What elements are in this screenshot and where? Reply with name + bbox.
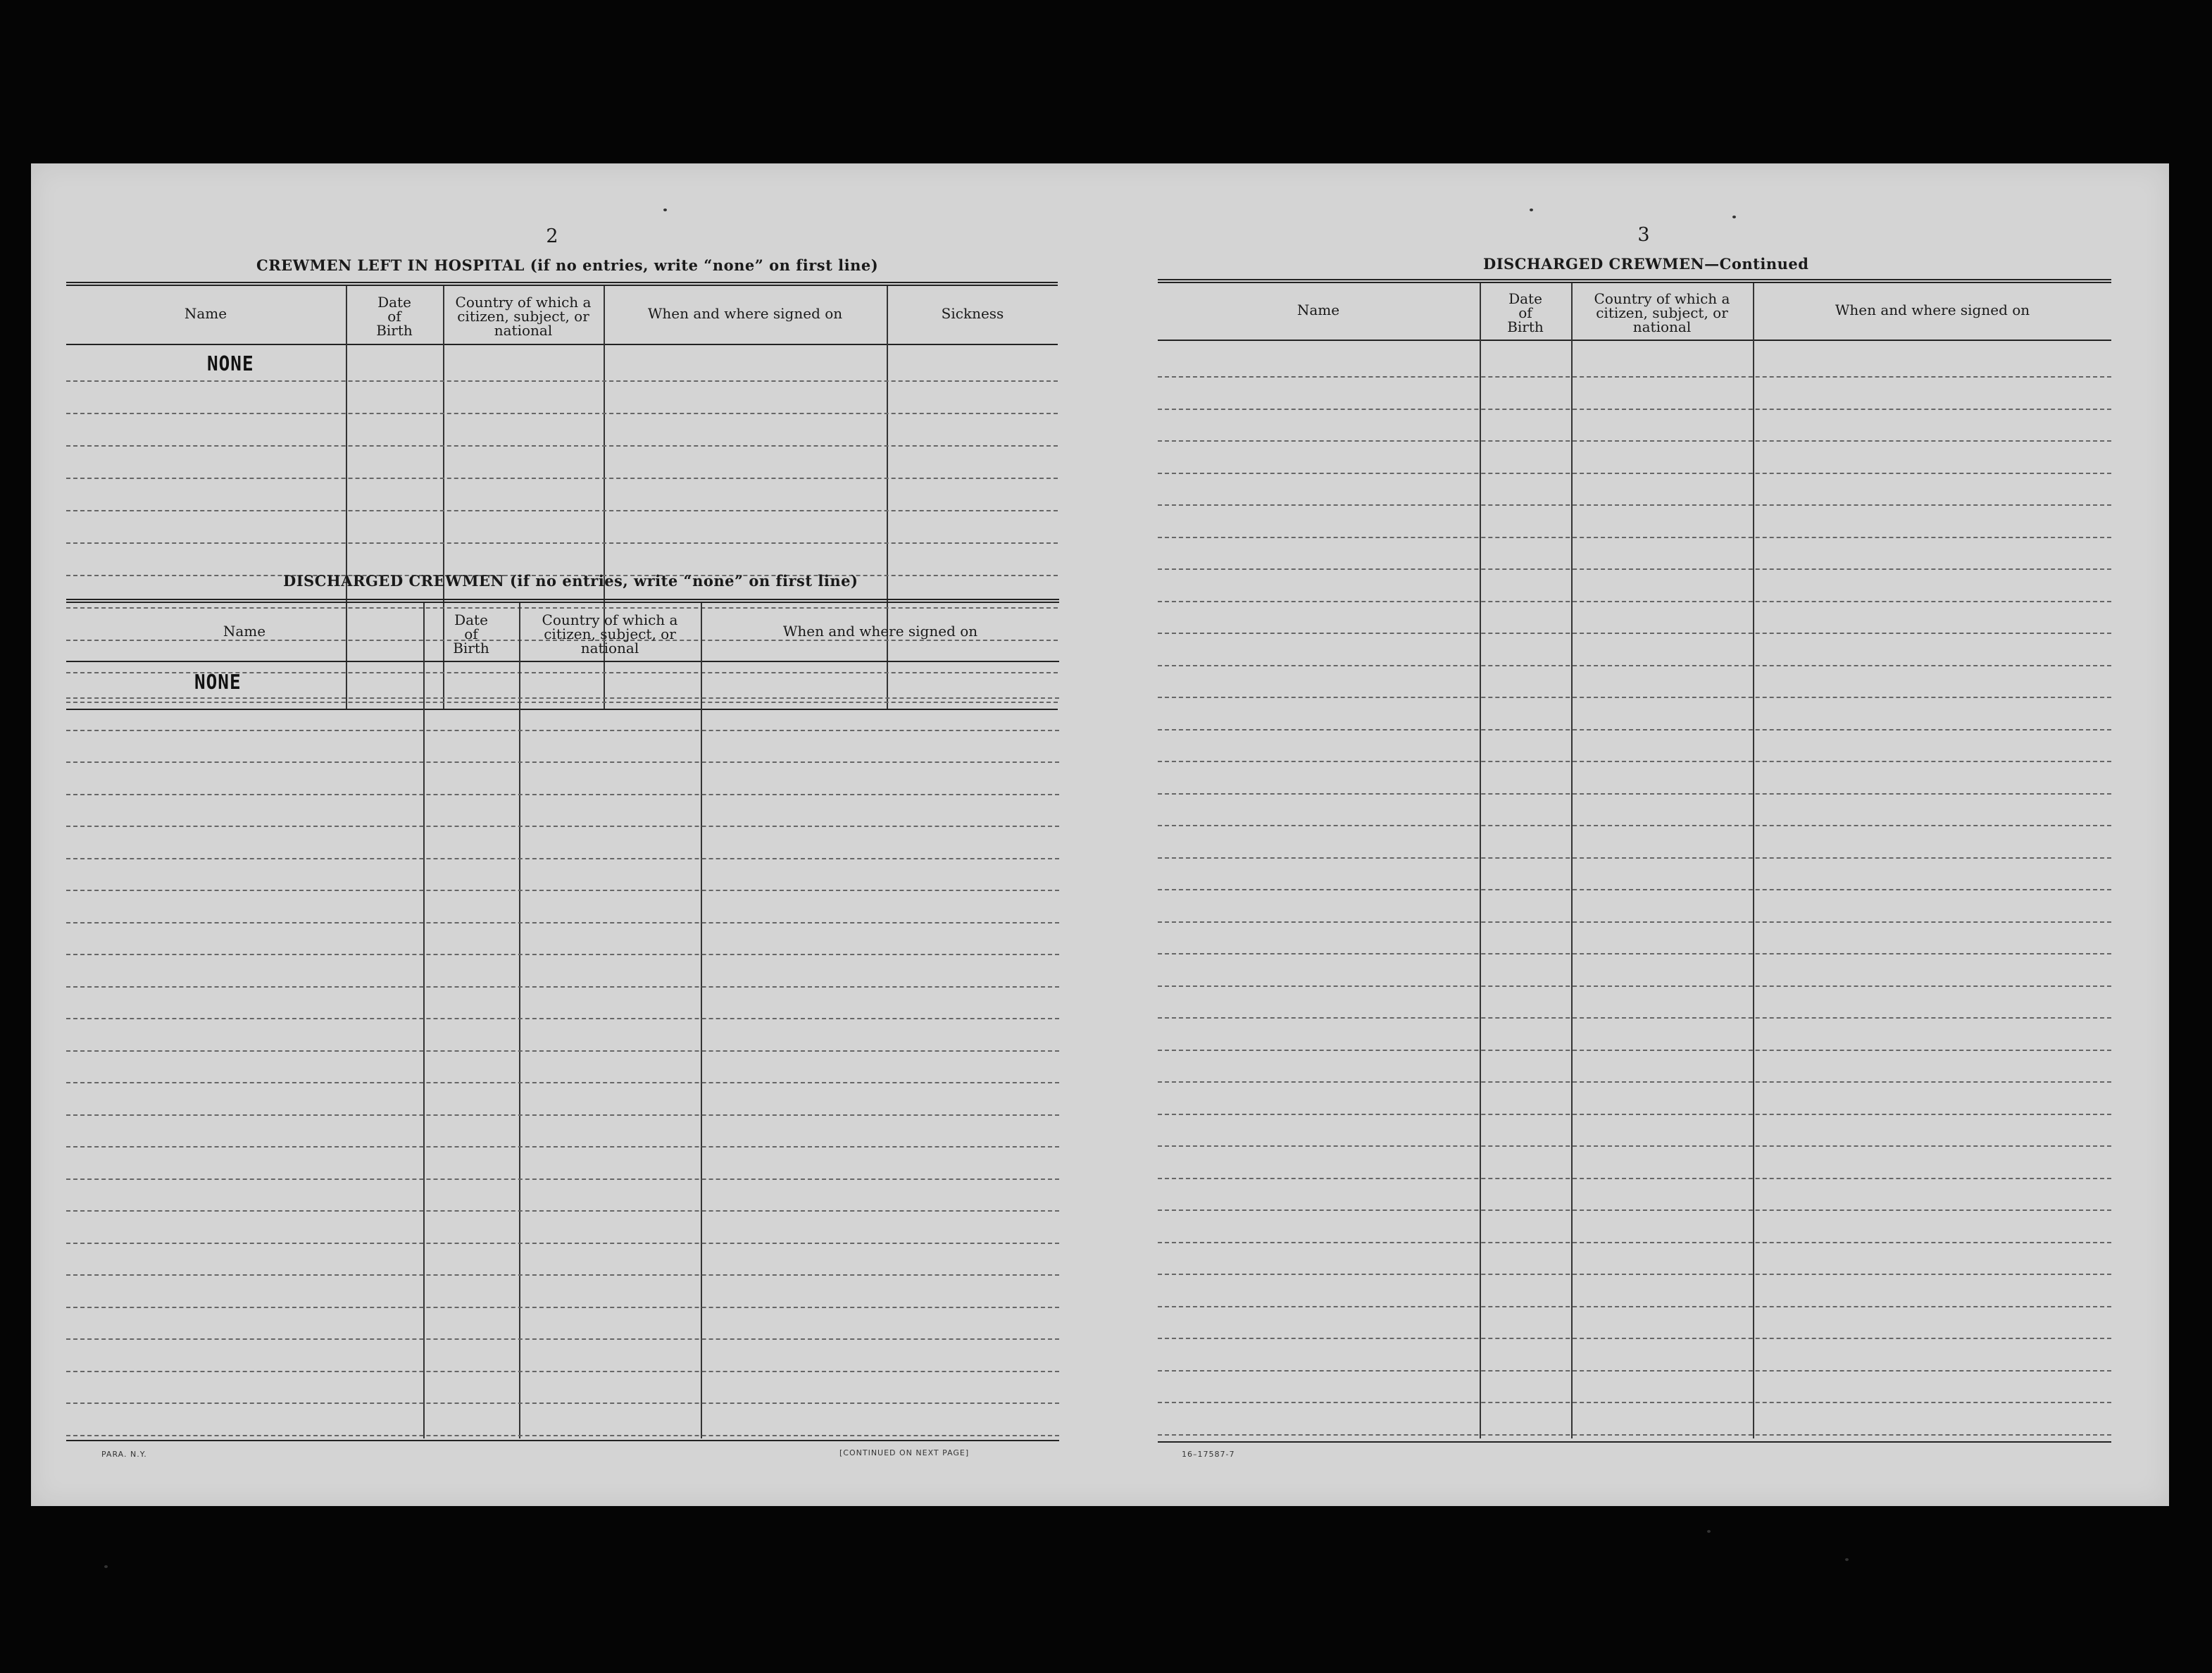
ruled-row-line <box>1158 409 2111 410</box>
ruled-row-line <box>1158 440 2111 442</box>
page-number-right: 3 <box>1637 224 1650 246</box>
dust-speck <box>1845 1558 1849 1561</box>
ruled-row-line <box>1158 729 2111 730</box>
ruled-row-line <box>1158 376 2111 378</box>
ruled-row-line <box>1158 473 2111 474</box>
discharged-col-signed-on: When and where signed on <box>782 623 978 640</box>
ruled-row-line <box>1158 889 2111 890</box>
ruled-row-line <box>1158 601 2111 602</box>
hospital-col-dob: Date of Birth <box>376 294 413 339</box>
ruled-row-line <box>1158 1081 2111 1083</box>
dust-speck <box>1732 216 1736 218</box>
ruled-row-line <box>66 1018 1059 1019</box>
dust-speck <box>1530 209 1533 211</box>
ruled-row-line <box>66 858 1059 859</box>
right-col-country: Country of which a citizen, subject, or national <box>1594 290 1730 335</box>
ruled-row-line <box>66 730 1059 731</box>
ruled-row-line <box>1158 1178 2111 1179</box>
ruled-row-line <box>1158 793 2111 795</box>
hospital-none-stamp: NONE <box>207 352 254 376</box>
dust-speck <box>663 209 667 211</box>
ruled-row-line <box>66 1274 1059 1276</box>
right-header-rule <box>1158 340 2111 341</box>
ruled-row-line <box>66 1146 1059 1148</box>
discharged-header-rule <box>66 661 1059 662</box>
ruled-row-line <box>1158 921 2111 923</box>
dust-speck <box>104 1565 108 1568</box>
discharged-title-text: DISCHARGED CREWMEN <box>283 572 505 590</box>
ruled-row-line <box>66 1403 1059 1404</box>
ruled-row-line <box>1158 985 2111 987</box>
ruled-row-line <box>1158 1017 2111 1019</box>
left-page-discharged <box>31 163 1094 1506</box>
ruled-row-line <box>1158 504 2111 506</box>
ruled-row-line <box>1158 665 2111 666</box>
discharged-vline <box>701 603 702 1438</box>
ruled-row-line <box>1158 1145 2111 1147</box>
ruled-row-line <box>66 890 1059 891</box>
ruled-row-line <box>66 1338 1059 1340</box>
right-col-signed-on: When and where signed on <box>1835 301 2030 318</box>
ruled-row-line <box>1158 857 2111 859</box>
ruled-row-line <box>1158 1402 2111 1403</box>
ruled-row-line <box>1158 953 2111 954</box>
hospital-col-name: Name <box>184 305 227 322</box>
ruled-row-line <box>66 1114 1059 1116</box>
ruled-row-line <box>1158 825 2111 826</box>
ruled-row-line <box>66 1243 1059 1244</box>
ruled-row-line <box>66 1371 1059 1372</box>
right-vline <box>1571 283 1573 1438</box>
right-page <box>1094 163 2169 1506</box>
discharged-bottom-rule <box>66 1440 1059 1441</box>
discharged-title <box>283 572 858 590</box>
footer-printer: PARA. N.Y. <box>101 1450 147 1459</box>
ruled-row-line <box>66 1307 1059 1308</box>
ruled-row-line <box>1158 1434 2111 1436</box>
right-bottom-rule <box>1158 1441 2111 1443</box>
discharged-col-dob: Date of Birth <box>453 611 489 657</box>
right-col-name: Name <box>1296 301 1340 318</box>
right-vline <box>1480 283 1481 1438</box>
ruled-row-line <box>66 1210 1059 1212</box>
ruled-row-line <box>1158 1114 2111 1115</box>
footer-form-number: 16–17587-7 <box>1182 1450 1235 1459</box>
ruled-row-line <box>1158 1242 2111 1243</box>
discharged-vline <box>519 603 520 1438</box>
hospital-col-country: Country of which a citizen, subject, or national <box>455 294 592 339</box>
discharged-instruction: (if no entries, write “none” on first line) <box>509 572 858 590</box>
right-section-title <box>1483 255 1808 273</box>
ruled-row-line <box>66 826 1059 827</box>
ruled-row-line <box>1158 1370 2111 1372</box>
right-vline <box>1753 283 1754 1438</box>
footer-continued: [CONTINUED ON NEXT PAGE] <box>839 1448 970 1457</box>
ruled-row-line <box>1158 1338 2111 1339</box>
discharged-top-rule <box>66 599 1059 603</box>
discharged-col-country: Country of which a citizen, subject, or national <box>542 611 678 657</box>
right-title-text: DISCHARGED CREWMEN— <box>1483 255 1720 273</box>
ruled-row-line <box>66 1082 1059 1083</box>
right-col-dob: Date of Birth <box>1507 290 1544 335</box>
discharged-none-stamp: NONE <box>194 671 242 695</box>
discharged-vline <box>423 603 425 1438</box>
ruled-row-line <box>66 794 1059 795</box>
hospital-col-sickness: Sickness <box>941 305 1004 322</box>
ruled-row-line <box>1158 1274 2111 1275</box>
ruled-row-line <box>1158 761 2111 762</box>
ruled-row-line <box>66 1050 1059 1052</box>
hospital-title-text: CREWMEN LEFT IN HOSPITAL <box>256 256 525 274</box>
right-title-continued: Continued <box>1719 255 1809 273</box>
dust-speck <box>1707 1530 1711 1533</box>
ruled-row-line <box>1158 568 2111 570</box>
hospital-col-signed-on: When and where signed on <box>647 305 843 322</box>
right-top-rule <box>1158 279 2111 283</box>
discharged-col-name: Name <box>223 623 266 640</box>
page-number: 2 <box>546 225 558 247</box>
ruled-row-line <box>1158 633 2111 634</box>
ruled-row-line <box>1158 697 2111 698</box>
ruled-row-line <box>1158 537 2111 538</box>
ruled-row-line <box>66 986 1059 988</box>
ruled-row-line <box>1158 1050 2111 1051</box>
ruled-row-line <box>66 1435 1059 1436</box>
hospital-instruction: (if no entries, write “none” on first line) <box>530 256 879 274</box>
ruled-row-line <box>1158 1306 2111 1307</box>
ruled-row-line <box>66 761 1059 763</box>
ruled-row-line <box>1158 1209 2111 1211</box>
ruled-row-line <box>66 1178 1059 1180</box>
ruled-row-line <box>66 954 1059 955</box>
ruled-row-line <box>66 922 1059 923</box>
ruled-row-line <box>66 697 1059 699</box>
